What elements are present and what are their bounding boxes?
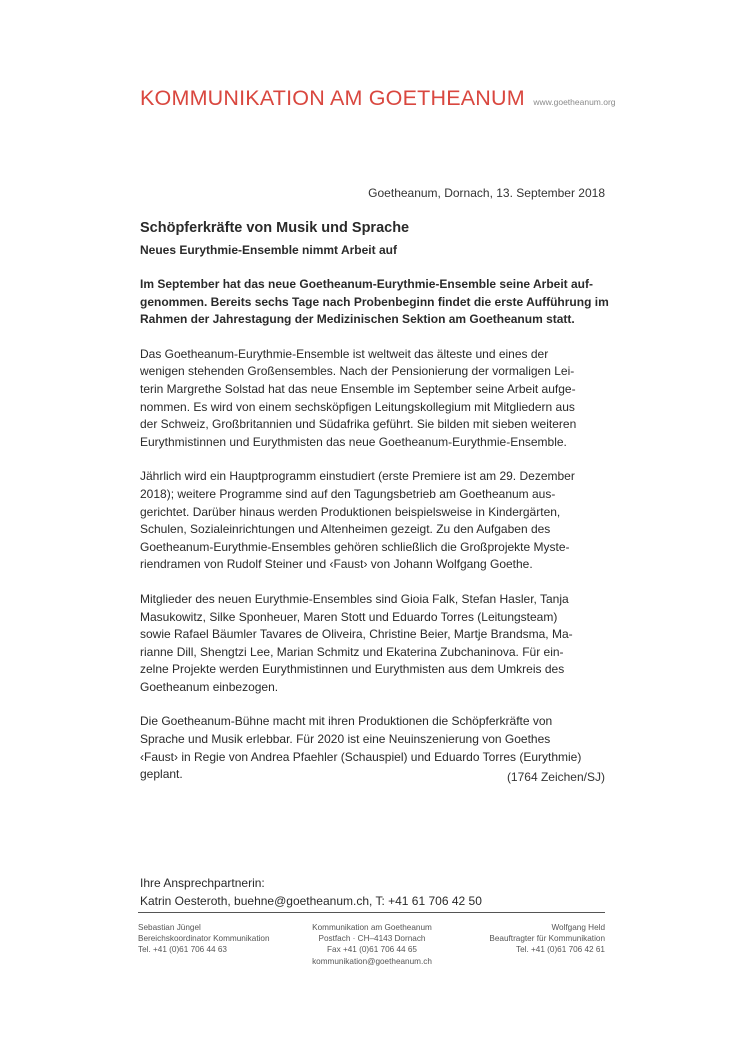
text-line: Jährlich wird ein Hauptprogramm einstudiert (erste Premiere ist am 29. Dezember bbox=[140, 469, 575, 484]
footer-address: Postfach · CH–4143 Dornach bbox=[318, 934, 426, 944]
text-line: geplant. bbox=[140, 767, 183, 782]
text-line: Masukowitz, Silke Sponheuer, Maren Stott und Eduardo Torres (Leitungsteam) bbox=[140, 609, 558, 624]
footer-phone: Tel. +41 (0)61 706 44 63 bbox=[138, 945, 227, 955]
footer-role: Bereichskoordinator Kommunikation bbox=[138, 934, 270, 944]
text-line: wenigen stehenden Großensembles. Nach der Pensionierung der vormaligen Lei- bbox=[140, 364, 575, 379]
paragraph-1 bbox=[140, 346, 606, 452]
text-line: Im September hat das neue Goetheanum-Eurythmie-Ensemble seine Arbeit auf- bbox=[140, 277, 593, 291]
text-line: der Schweiz, Großbritannien und Südafrika geführt. Sie bilden mit sieben weiteren bbox=[140, 417, 577, 432]
date-line: Goetheanum, Dornach, 13. September 2018 bbox=[368, 186, 605, 200]
text-line: Rahmen der Jahrestagung der Medizinischen Sektion am Goetheanum statt. bbox=[140, 312, 575, 327]
contact-label: Ihre Ansprechpartnerin: bbox=[140, 876, 265, 890]
text-line: terin Margrethe Solstad hat das neue Ensemble im September seine Arbeit aufge- bbox=[140, 381, 576, 396]
text-line: rianne Dill, Shengtzi Lee, Marian Schmitz und Ekaterina Zubchaninova. Für ein- bbox=[140, 644, 564, 659]
text-line: Goetheanum einbezogen. bbox=[140, 679, 279, 694]
text-line: nommen. Es wird von einem sechsköpfigen Leitungskollegium mit Mitgliedern aus bbox=[140, 399, 575, 414]
headline: Schöpferkräfte von Musik und Sprache bbox=[140, 220, 410, 236]
letterhead-url[interactable]: www.goetheanum.org bbox=[533, 97, 616, 107]
letterhead-title: KOMMUNIKATION AM GOETHEANUM bbox=[140, 86, 525, 110]
text-line: Schulen, Sozialeinrichtungen und Altenheimen gezeigt. Zu den Aufgaben des bbox=[140, 522, 551, 537]
text-line: genommen. Bereits sechs Tage nach Probenbeginn findet die erste Aufführung im bbox=[140, 294, 609, 309]
text-line: sowie Rafael Bäumler Tavares de Oliveira, Christine Beier, Martje Brandsma, Ma- bbox=[140, 627, 573, 642]
text-line: Das Goetheanum-Eurythmie-Ensemble ist weltweit das älteste und eines der bbox=[140, 346, 549, 361]
footer-email[interactable]: kommunikation@goetheanum.ch bbox=[312, 956, 432, 966]
text-line: zelne Projekte werden Eurythmistinnen und Eurythmisten aus dem Umkreis des bbox=[140, 662, 565, 677]
text-line: Goetheanum-Eurythmie-Ensembles gehören schließlich die Großprojekte Myste- bbox=[140, 539, 570, 554]
footer-name: Sebastian Jüngel bbox=[138, 923, 201, 932]
paragraph-2 bbox=[140, 468, 606, 574]
text-line: Sprache und Musik erlebbar. Für 2020 ist eine Neuinszenierung von Goethes bbox=[140, 732, 551, 747]
footer-center-contact bbox=[270, 922, 474, 967]
text-line: Eurythmistinnen und Eurythmisten das neue Goetheanum-Eurythmie-Ensemble. bbox=[140, 434, 567, 449]
footer-name: Wolfgang Held bbox=[551, 923, 605, 932]
text-line: Mitglieder des neuen Eurythmie-Ensembles sind Gioia Falk, Stefan Hasler, Tanja bbox=[140, 591, 569, 606]
contact-block bbox=[140, 874, 482, 910]
footer-org: Kommunikation am Goetheanum bbox=[312, 923, 432, 932]
article-body bbox=[140, 276, 609, 784]
footer-fax: Fax +41 (0)61 706 44 65 bbox=[327, 945, 417, 955]
text-line: 2018); weitere Programme sind auf den Tagungsbetrieb am Goetheanum aus- bbox=[140, 486, 556, 501]
text-line: ‹Faust› in Regie von Andrea Pfaehler (Schauspiel) und Eduardo Torres (Eurythmie) bbox=[140, 749, 582, 764]
paragraph-3 bbox=[140, 591, 606, 697]
text-line: riendramen von Rudolf Steiner und ‹Faust› von Johann Wolfgang Goethe. bbox=[140, 557, 533, 572]
lead-paragraph bbox=[140, 276, 609, 329]
letterhead bbox=[140, 86, 616, 111]
text-line: Die Goetheanum-Bühne macht mit ihren Produktionen die Schöpferkräfte von bbox=[140, 714, 553, 729]
footer-left-contact bbox=[138, 922, 270, 956]
footer-right-contact bbox=[489, 922, 605, 956]
text-line: gerichtet. Darüber hinaus werden Produktionen beispielsweise in Kindergärten, bbox=[140, 504, 561, 519]
character-count-signature: (1764 Zeichen/SJ) bbox=[506, 770, 605, 784]
footer-divider bbox=[138, 912, 605, 913]
contact-details[interactable]: Katrin Oesteroth, buehne@goetheanum.ch, T: +41 61 706 42 50 bbox=[140, 894, 482, 908]
subheadline: Neues Eurythmie-Ensemble nimmt Arbeit auf bbox=[140, 243, 397, 257]
footer-role: Beauftragter für Kommunikation bbox=[489, 934, 605, 944]
footer-phone: Tel. +41 (0)61 706 42 61 bbox=[516, 945, 605, 955]
